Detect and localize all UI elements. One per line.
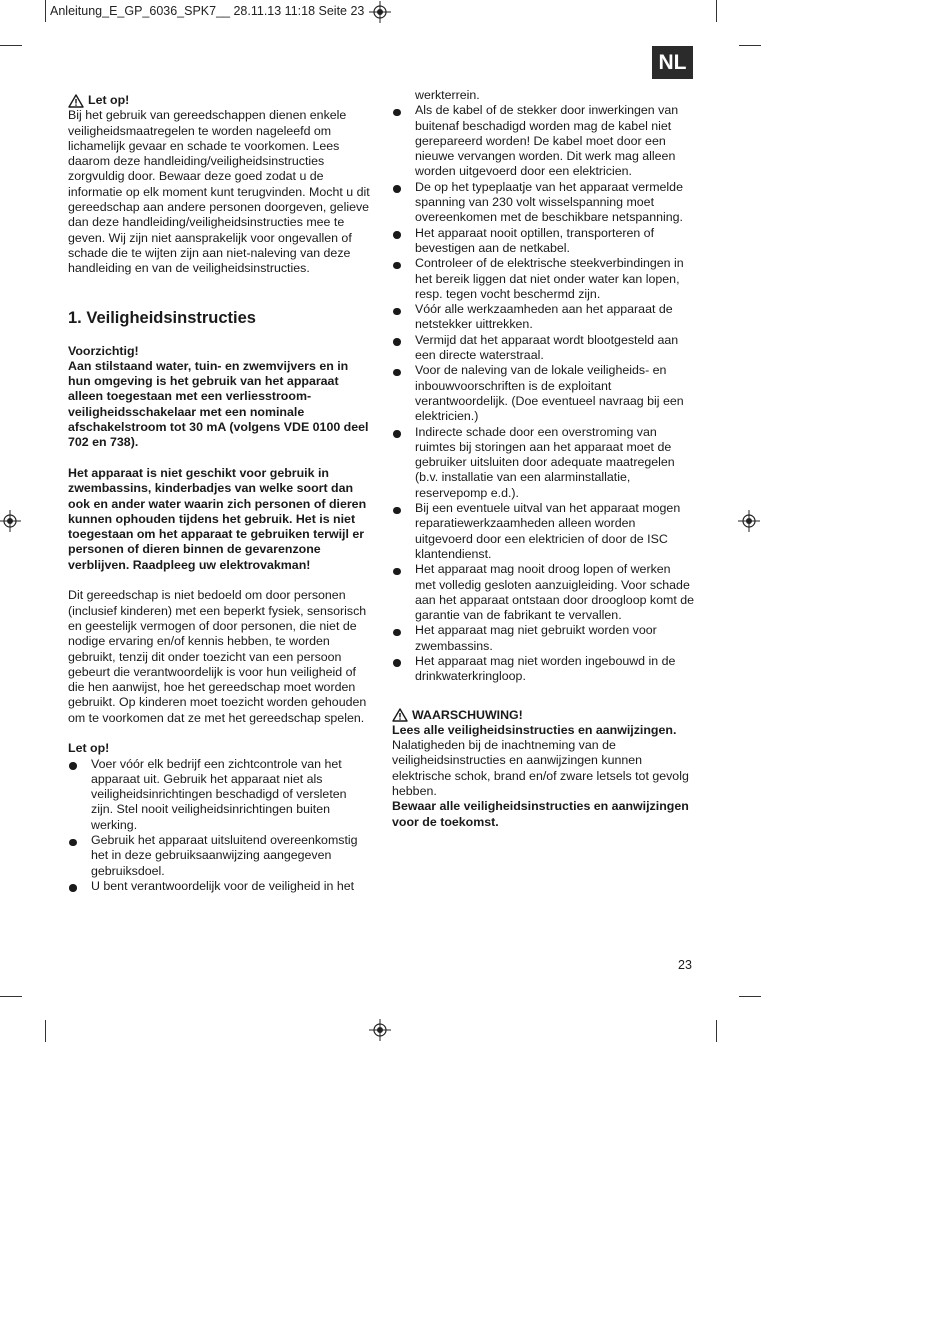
- caution-text: Bij het gebruik van gereedschappen dienen enkele veiligheidsmaatregelen te worden nageleefd om lichamelijk gevaar en schade te voorkomen. Lees daarom deze handleiding/veiligheidsinstructies zorgvuldig door. Bewaar deze goed zodat u de informatie op elk moment kunt terugvinden. Mocht u dit gereedschap aan andere personen doorgeven, gelieve dan deze handleiding/veiligheidsinstructies mee te geven. Wij zijn niet aansprakelijk voor ongevallen of schade die te wijten zijn aan niet-naleving van deze handleiding en van de veiligheidsinstructies.: [68, 108, 370, 276]
- list-item: Indirecte schade door een overstroming van ruimtes bij storingen aan het apparaat moet de gebruiker uitsluiten door adequate maatregelen (b.v. installatie van een alarminstallatie, reservepomp e.d.).: [392, 425, 694, 501]
- list-item: Het apparaat mag niet worden ingebouwd in de drinkwaterkringloop.: [392, 654, 694, 685]
- crop-mark: [739, 45, 761, 46]
- language-badge: NL: [652, 46, 693, 79]
- voorzichtig-text: Aan stilstaand water, tuin- en zwemvijvers en in hun omgeving is het gebruik van het apparaat alleen toegestaan met een verliesstroom-veiligheidsschakelaar met een nominale afschakelstroom tot 30 mA (volgens VDE 0100 deel 702 en 738).: [68, 358, 369, 450]
- list-item: Het apparaat mag nooit droog lopen of werken met volledig gesloten aanzuigleiding. Voor schade aan het apparaat ontstaan door droogloop komt de garantie van de fabrikant te vervallen.: [392, 562, 694, 623]
- list-item: Bij een eventuele uitval van het apparaat mogen reparatiewerkzaamheden alleen worden uitgevoerd door een elektricien of door de ISC klantendienst.: [392, 501, 694, 562]
- warning-heading-label: WAARSCHUWING!: [412, 707, 523, 722]
- registration-mark-icon: [369, 1019, 391, 1041]
- pool-warning-paragraph: Het apparaat is niet geschikt voor gebruik in zwembassins, kinderbadjes van welke soort dan ook en ander water waarin zich personen of dieren kunnen ophouden tijdens het gebruik. Het is niet toegestaan om het apparaat te gebruiken terwijl er personen of dieren binnen de gevarenzone verblijven. Raadpleeg uw elektrovakman!: [68, 465, 367, 572]
- voorzichtig-heading: Voorzichtig!: [68, 343, 139, 358]
- list-item: Vóór alle werkzaamheden aan het apparaat de netstekker uittrekken.: [392, 302, 694, 333]
- page-number: 23: [678, 958, 692, 972]
- print-slug: Anleitung_E_GP_6036_SPK7__ 28.11.13 11:18 Seite 23: [50, 4, 365, 18]
- list-item: Voor de naleving van de lokale veiligheids- en inbouwvoorschriften is de exploitant verantwoordelijk. (Doe eventueel navraag bij een elektricien.): [392, 363, 694, 424]
- list-item: U bent verantwoordelijk voor de veiligheid in het: [68, 879, 370, 894]
- warning-triangle-icon: [68, 94, 84, 108]
- section-title: 1. Veiligheidsinstructies: [68, 308, 256, 327]
- crop-mark: [716, 0, 717, 22]
- crop-mark: [0, 996, 22, 997]
- supervision-paragraph: Dit gereedschap is niet bedoeld om door personen (inclusief kinderen) met een beperkt fysiek, sensorisch en geestelijk vermogen of door personen, die niet de nodige ervaring en/of kennis hebben, te worden gebruikt, tenzij dit onder toezicht van een persoon gebeurt die verantwoordelijk is voor hun veiligheid of die hen aanwijst, hoe het gereedschap moet worden gebruikt. Op kinderen moet toezicht worden gehouden om te voorkomen dat ze met het gereedschap spelen.: [68, 588, 367, 725]
- registration-mark-icon: [369, 1, 391, 23]
- warning-bold-text-2: Bewaar alle veiligheidsinstructies en aanwijzingen voor de toekomst.: [392, 799, 689, 829]
- registration-mark-icon: [738, 510, 760, 532]
- warning-bold-text: Lees alle veiligheidsinstructies en aanwijzingen.: [392, 722, 677, 737]
- registration-mark-icon: [0, 510, 21, 532]
- crop-mark: [0, 45, 22, 46]
- list-item: Voer vóór elk bedrijf een zichtcontrole van het apparaat uit. Gebruik het apparaat niet als veiligheidsinrichtingen beschadigd of versleten zijn. Stel nooit veiligheidsinrichtingen buiten werking.: [68, 757, 370, 833]
- right-bullet-list: [392, 103, 694, 684]
- crop-mark: [45, 0, 46, 22]
- list-item: Het apparaat mag niet gebruikt worden voor zwembassins.: [392, 623, 694, 654]
- crop-mark: [45, 1020, 46, 1042]
- caution-heading-label: Let op!: [88, 93, 130, 107]
- left-column: [68, 93, 370, 894]
- continuation-text: werkterrein.: [415, 88, 480, 102]
- caution-heading: [68, 93, 370, 108]
- warning-triangle-icon: [392, 708, 408, 722]
- list-item: Vermijd dat het apparaat wordt blootgesteld aan een directe waterstraal.: [392, 333, 694, 364]
- list-item: Het apparaat nooit optillen, transporteren of bevestigen aan de netkabel.: [392, 226, 694, 257]
- left-bullet-list: [68, 757, 370, 895]
- list-item: Als de kabel of de stekker door inwerkingen van buitenaf beschadigd worden mag de kabel niet gerepareerd worden! De kabel moet door een nieuwe vervangen worden. Dit werk mag alleen worden uitgevoerd door een elektricien.: [392, 103, 694, 179]
- warning-text: Nalatigheden bij de inachtneming van de veiligheidsinstructies en aanwijzingen kunnen elektrische schok, brand en/of zware letsels tot gevolg hebben.: [392, 738, 689, 799]
- letop-heading: Let op!: [68, 741, 110, 756]
- list-item: Gebruik het apparaat uitsluitend overeenkomstig het in deze gebruiksaanwijzing aangegeven gebruiksdoel.: [68, 833, 370, 879]
- crop-mark: [739, 996, 761, 997]
- list-item: Controleer of de elektrische steekverbindingen in het bereik liggen dat niet onder water kan lopen, resp. tegen vocht beschermd zijn.: [392, 256, 694, 302]
- list-item: De op het typeplaatje van het apparaat vermelde spanning van 230 volt wisselspanning moet overeenkomen met de beschikbare netspanning.: [392, 180, 694, 226]
- right-column: [392, 88, 694, 830]
- warning-heading: [392, 708, 694, 723]
- crop-mark: [716, 1020, 717, 1042]
